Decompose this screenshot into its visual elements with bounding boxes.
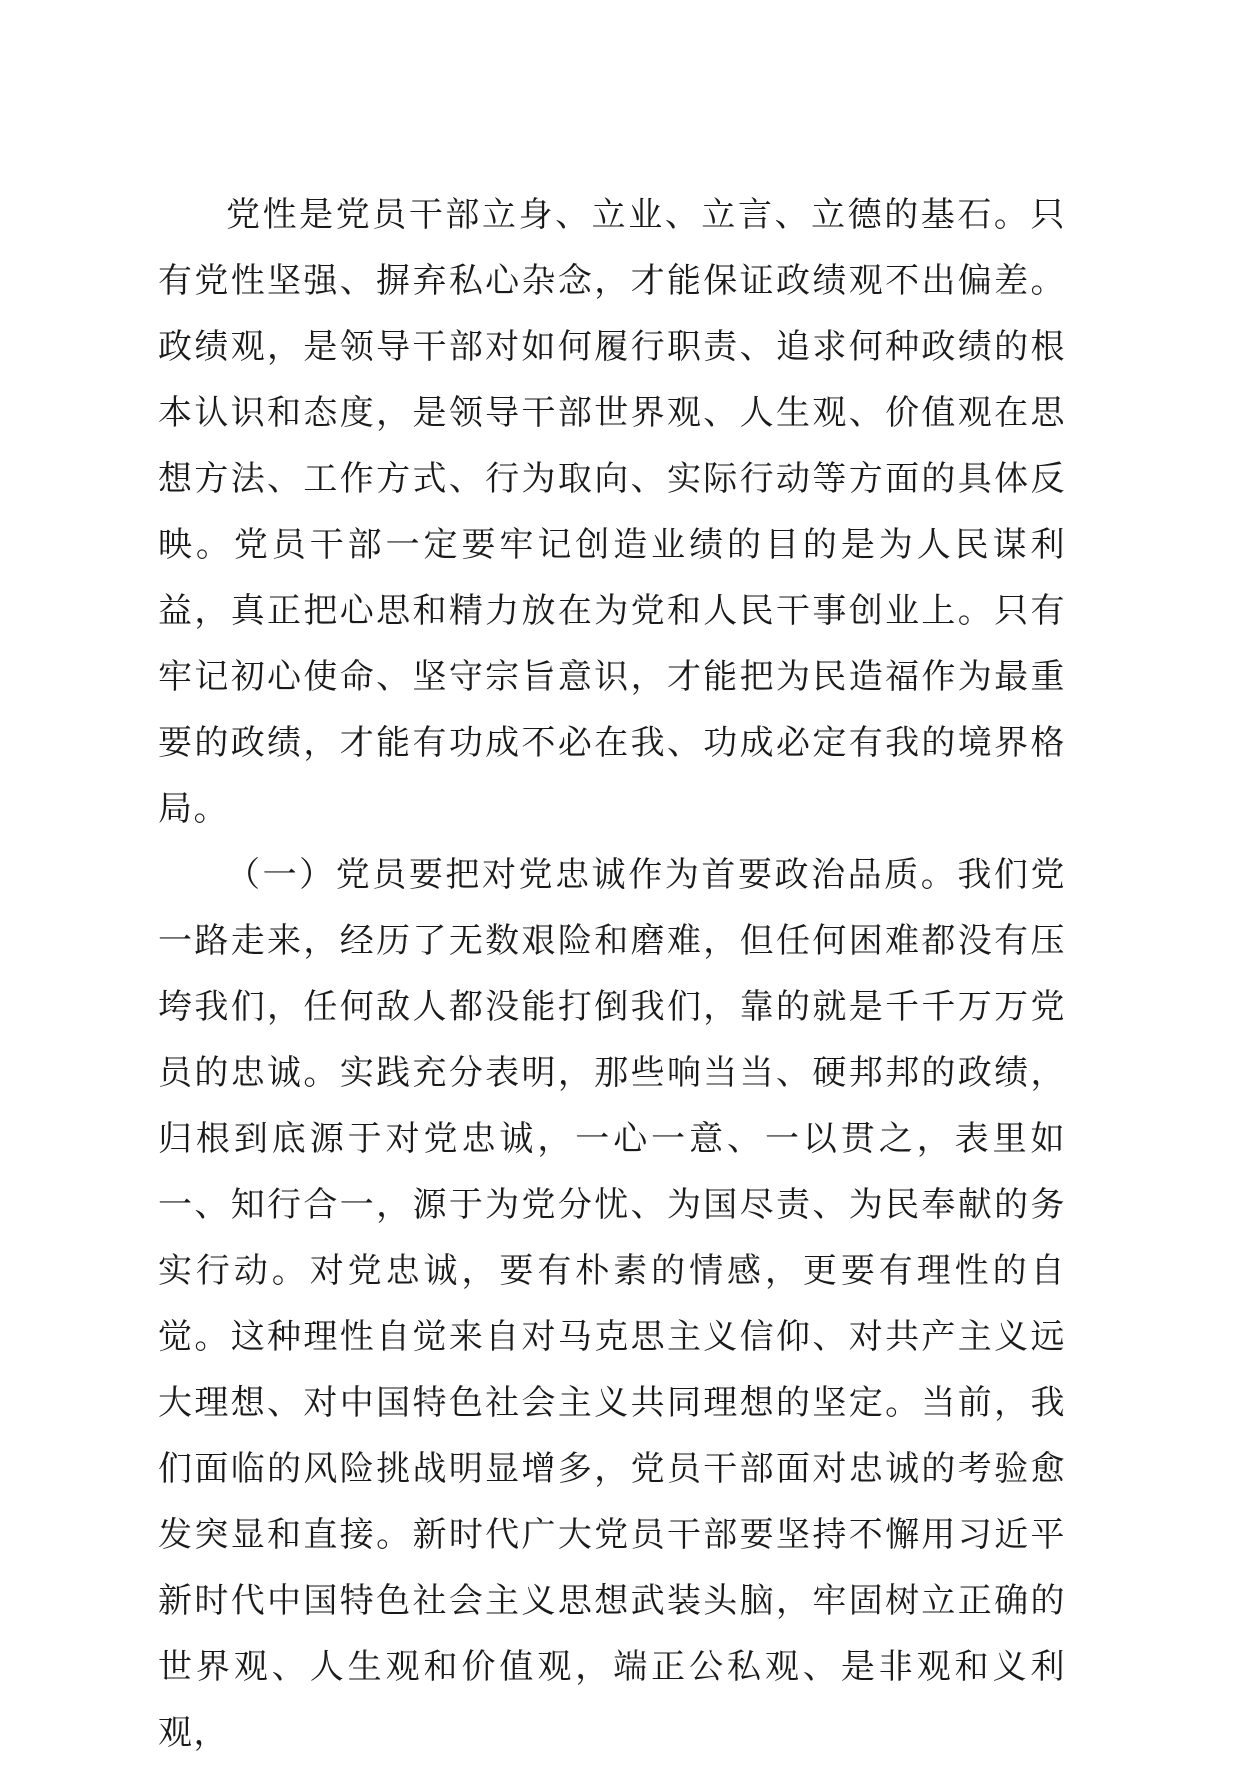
paragraph-loyalty: （一）党员要把对党忠诚作为首要政治品质。我们党一路走来，经历了无数艰险和磨难，但任何困难都没有压垮我们，任何敌人都没能打倒我们，靠的就是千千万万党员的忠诚。实践充分表明，那些响当当、硬邦邦的政绩，归根到底源于对党忠诚，一心一意、一以贯之，表里如一、知行合一，源于为党分忧、为国尽责、为民奉献的务实行动。对党忠诚，要有朴素的情感，更要有理性的自觉。这种理性自觉来自对马克思主义信仰、对共产主义远大理想、对中国特色社会主义共同理想的坚定。当前，我们面临的风险挑战明显增多，党员干部面对忠诚的考验愈发突显和直接。新时代广大党员干部要坚持不懈用习近平新时代中国特色社会主义思想武装头脑，牢固树立正确的世界观、人生观和价值观，端正公私观、是非观和义利观， — [158, 855, 1066, 1753]
body-text — [158, 182, 1066, 1766]
paragraph-party-spirit: 党性是党员干部立身、立业、立言、立德的基石。只有党性坚强、摒弃私心杂念，才能保证政绩观不出偏差。政绩观，是领导干部对如何履行职责、追求何种政绩的根本认识和态度，是领导干部世界观、人生观、价值观在思想方法、工作方式、行为取向、实际行动等方面的具体反映。党员干部一定要牢记创造业绩的目的是为人民谋利益，真正把心思和精力放在为党和人民干事创业上。只有牢记初心使命、坚守宗旨意识，才能把为民造福作为最重要的政绩，才能有功成不必在我、功成必定有我的境界格局。 — [158, 195, 1066, 829]
